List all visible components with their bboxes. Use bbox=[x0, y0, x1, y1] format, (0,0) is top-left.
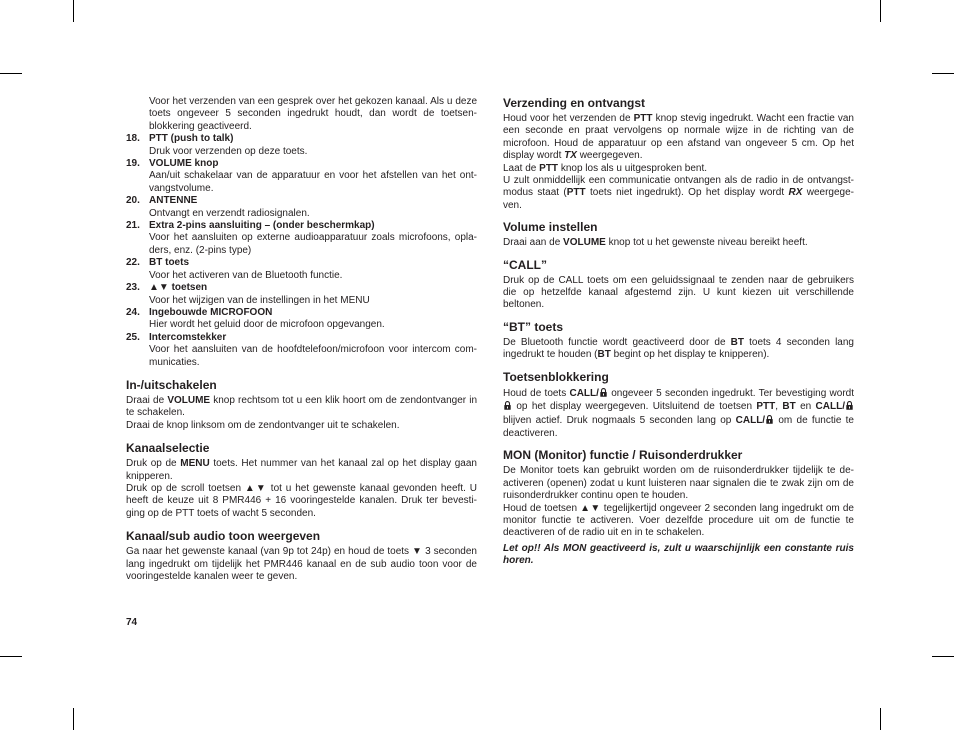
item-title: VOLUME knop bbox=[149, 158, 219, 170]
section-heading-inuit: In-/uitschakelen bbox=[126, 377, 217, 392]
page-number: 74 bbox=[126, 617, 138, 628]
paragraph: Ga naar het gewenste kanaal (van 9p tot 24p) en houd de toets ▼ 3 seconden lang ingedrukt om tijdelijk het PMR446 kanaal en de sub audio toon voor de vooringestelde kanalen weer te geven. bbox=[126, 546, 477, 582]
left-column bbox=[126, 96, 477, 583]
paragraph: Houd de toetsen ▲▼ tegelijkertijd ongeveer 2 seconden lang ingedrukt om de monitor functie te activeren. Voer dezelfde procedure uit om de functie te deactiveren of de radio uit en in te schakelen. bbox=[503, 502, 854, 539]
section-heading-toetsenblokkering: Toetsenblokkering bbox=[503, 369, 609, 384]
item-title: Intercomstekker bbox=[149, 331, 227, 343]
paragraph: Draai de knop linksom om de zendontvanger uit te schakelen. bbox=[126, 419, 400, 431]
intro-paragraph: Voor het verzenden van een gesprek over het gekozen kanaal. Als u deze toets ongeveer 5 seconden ingedrukt houdt, dan wordt de toetsen-blokkering geactiveerd. bbox=[149, 96, 477, 132]
lock-icon bbox=[504, 401, 511, 410]
item-number: 21. bbox=[126, 220, 140, 232]
paragraph: U zult onmiddellijk een communicatie ontvangen als de radio in de ontvangst-modus staat (PTT toets niet ingedrukt). Op het display wordt RX weergege-ven. bbox=[503, 175, 854, 211]
crop-mark bbox=[932, 73, 954, 74]
paragraph: Houd de toets CALL/ ongeveer 5 seconden ingedrukt. Ter bevestiging wordt op het display weergegeven. Uitsluitend de toetsen PTT, BT en CALL/ blijven actief. Druk nogmaals 5 seconden lang op CALL/ om de functie te deactiveren. bbox=[503, 387, 855, 439]
section-heading-call: “CALL” bbox=[503, 257, 547, 272]
crop-mark bbox=[0, 73, 22, 74]
item-title: ANTENNE bbox=[149, 195, 198, 207]
item-title: Ingebouwde MICROFOON bbox=[149, 306, 273, 318]
crop-mark bbox=[0, 656, 22, 657]
paragraph: Druk op de CALL toets om een geluidssignaal te zenden naar de gebruikers die op hetzelfde kanaal afgestemd zijn. U kunt kiezen uit verschillende beltonen. bbox=[503, 274, 854, 311]
list-item bbox=[126, 307, 477, 332]
section-heading-volume: Volume instellen bbox=[503, 220, 598, 235]
item-number: 24. bbox=[126, 306, 140, 318]
item-description: Voor het aansluiten van de hoofdtelefoon/microfoon voor intercom com-municaties. bbox=[149, 344, 477, 368]
crop-mark bbox=[932, 656, 954, 657]
right-column bbox=[503, 96, 854, 568]
crop-mark bbox=[880, 0, 881, 22]
item-description: Ontvangt en verzendt radiosignalen. bbox=[149, 207, 310, 219]
item-number: 20. bbox=[126, 195, 140, 207]
item-title: PTT (push to talk) bbox=[149, 133, 234, 145]
section-heading-verzending: Verzending en ontvangst bbox=[503, 96, 646, 110]
item-number: 22. bbox=[126, 257, 140, 269]
item-description: Voor het wijzigen van de instellingen in het MENU bbox=[149, 294, 370, 306]
item-description: Voor het aansluiten op externe audioapparatuur zoals microfoons, opla-ders, enz. (2-pins type) bbox=[149, 232, 477, 256]
crop-mark bbox=[73, 0, 74, 22]
item-number: 19. bbox=[126, 158, 140, 170]
item-description: Voor het activeren van de Bluetooth functie. bbox=[149, 269, 343, 281]
item-number: 25. bbox=[126, 331, 140, 343]
item-title: Extra 2-pins aansluiting – (onder beschermkap) bbox=[149, 220, 375, 232]
list-item bbox=[126, 220, 477, 257]
list-item bbox=[126, 257, 477, 282]
paragraph: Druk op de scroll toetsen ▲▼ tot u het gewenste kanaal gevonden heeft. U heeft de keuze uit 8 PMR446 + 16 vooringestelde kanalen. Druk ter bevesti-ging op de PTT toets of wacht 5 seconden. bbox=[126, 482, 477, 519]
item-title: BT toets bbox=[149, 257, 189, 269]
section-heading-monitor: MON (Monitor) functie / Ruisonderdrukker bbox=[503, 448, 743, 463]
paragraph: De Bluetooth functie wordt geactiveerd door de BT toets 4 seconden lang ingedrukt te houden (BT begint op het display te knipperen). bbox=[503, 336, 854, 361]
paragraph: Draai aan de VOLUME knop tot u het gewenste niveau bereikt heeft. bbox=[503, 237, 808, 249]
item-description: Druk voor verzenden op deze toets. bbox=[149, 145, 308, 157]
item-number: 23. bbox=[126, 282, 140, 294]
section-heading-subaudio: Kanaal/sub audio toon weergeven bbox=[126, 529, 321, 544]
paragraph: Draai de VOLUME knop rechtsom tot u een klik hoort om de zendontvanger in te schakelen. bbox=[126, 394, 478, 419]
list-item bbox=[126, 332, 477, 369]
list-item bbox=[126, 158, 477, 195]
paragraph: De Monitor toets kan gebruikt worden om de ruisonderdrukker tijdelijk te de-activeren (openen) zodat u kunt luisteren naar signalen die te zwak zijn om de ruisonderdrukker continu open te houden. bbox=[503, 465, 854, 502]
crop-mark bbox=[73, 708, 74, 730]
paragraph: Druk op de MENU toets. Het nummer van het kanaal zal op het display gaan knipperen. bbox=[126, 458, 477, 482]
item-description: Aan/uit schakelaar van de apparatuur en voor het afstellen van het ont-vangstvolume. bbox=[149, 170, 477, 194]
paragraph: Laat de PTT knop los als u uitgesproken bent. bbox=[503, 162, 708, 174]
lock-icon bbox=[766, 415, 773, 424]
crop-mark bbox=[880, 708, 881, 730]
paragraph: Houd voor het verzenden de PTT knop stevig ingedrukt. Wacht een fractie van een seconde en praat vervolgens op normale wijze in de richting van de microfoon. Houd de apparatuur op een afstand van ongeveer 5 cm. Op het display wordt TX weergegeven. bbox=[503, 113, 854, 162]
item-title: ▲▼ toetsen bbox=[149, 282, 208, 294]
list-item bbox=[126, 282, 477, 307]
list-item bbox=[126, 195, 477, 220]
warning-note: Let op!! Als MON geactiveerd is, zult u waarschijnlijk een constante ruis horen. bbox=[503, 542, 854, 567]
item-description: Hier wordt het geluid door de microfoon opgevangen. bbox=[149, 319, 385, 331]
section-heading-kanaalselectie: Kanaalselectie bbox=[126, 441, 210, 456]
lock-icon bbox=[846, 401, 853, 410]
list-item bbox=[126, 133, 477, 158]
lock-icon bbox=[600, 388, 607, 397]
item-number: 18. bbox=[126, 133, 140, 145]
section-heading-bt: “BT” toets bbox=[503, 319, 563, 334]
